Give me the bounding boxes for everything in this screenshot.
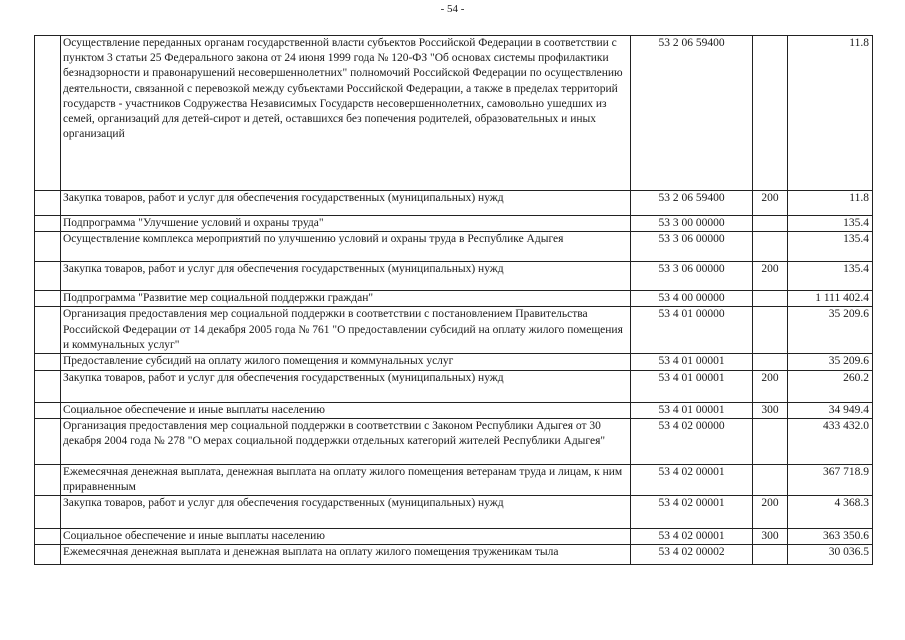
- row-number-cell: [35, 232, 61, 262]
- table-row: [35, 545, 873, 565]
- expense-type-cell: 200: [753, 370, 788, 402]
- budget-table: [34, 35, 873, 565]
- item-name-cell: Социальное обеспечение и иные выплаты населению: [61, 529, 631, 545]
- budget-code-cell: 53 3 06 00000: [631, 262, 753, 291]
- budget-code-cell: 53 4 02 00001: [631, 496, 753, 529]
- budget-code-cell: 53 2 06 59400: [631, 36, 753, 191]
- table-row: [35, 36, 873, 191]
- page-number: - 54 -: [440, 3, 465, 15]
- budget-code-cell: 53 3 00 00000: [631, 216, 753, 232]
- expense-type-cell: [753, 307, 788, 354]
- budget-code-cell: 53 4 02 00001: [631, 529, 753, 545]
- amount-cell: 135.4: [788, 262, 873, 291]
- amount-cell: 34 949.4: [788, 402, 873, 418]
- table-row: [35, 354, 873, 370]
- table-row: [35, 370, 873, 402]
- item-name-cell: Закупка товаров, работ и услуг для обеспечения государственных (муниципальных) нужд: [61, 191, 631, 216]
- expense-type-cell: [753, 232, 788, 262]
- table-row: [35, 529, 873, 545]
- table-row: [35, 291, 873, 307]
- budget-code-cell: 53 4 01 00000: [631, 307, 753, 354]
- table-row: [35, 464, 873, 495]
- expense-type-cell: [753, 36, 788, 191]
- budget-code-cell: 53 2 06 59400: [631, 191, 753, 216]
- table-row: [35, 232, 873, 262]
- item-name-cell: Осуществление переданных органам государственной власти субъектов Российской Федерации в соответствии с пунктом 3 статьи 25 Федерального закона от 24 июня 1999 года № 120-ФЗ "Об основах системы профилактики безнадзорности и правонарушений несовершеннолетних" полномочий Российской Федерации по осуществлению деятельности, связанной с перевозкой между субъектами Российской Федерации, а также в пределах территорий государств - участников Содружества Независимых Государств несовершеннолетних, самовольно ушедших из семей, организаций для детей-сирот и детей, оставшихся без попечения родителей, образовательных и иных организаций: [61, 36, 631, 191]
- expense-type-cell: 200: [753, 191, 788, 216]
- amount-cell: 35 209.6: [788, 307, 873, 354]
- item-name-cell: Предоставление субсидий на оплату жилого помещения и коммунальных услуг: [61, 354, 631, 370]
- item-name-cell: Закупка товаров, работ и услуг для обеспечения государственных (муниципальных) нужд: [61, 370, 631, 402]
- row-number-cell: [35, 529, 61, 545]
- row-number-cell: [35, 191, 61, 216]
- expense-type-cell: 300: [753, 529, 788, 545]
- budget-code-cell: 53 3 06 00000: [631, 232, 753, 262]
- expense-type-cell: 200: [753, 262, 788, 291]
- amount-cell: 1 111 402.4: [788, 291, 873, 307]
- table-row: [35, 262, 873, 291]
- budget-code-cell: 53 4 02 00001: [631, 464, 753, 495]
- amount-cell: 30 036.5: [788, 545, 873, 565]
- item-name-cell: Организация предоставления мер социальной поддержки в соответствии с постановлением Правительства Российской Федерации от 14 декабря 2005 года № 761 "О предоставлении субсидий на оплату жилого помещения и коммунальных услуг": [61, 307, 631, 354]
- budget-code-cell: 53 4 01 00001: [631, 402, 753, 418]
- amount-cell: 11.8: [788, 36, 873, 191]
- item-name-cell: Подпрограмма "Улучшение условий и охраны труда": [61, 216, 631, 232]
- item-name-cell: Социальное обеспечение и иные выплаты населению: [61, 402, 631, 418]
- item-name-cell: Ежемесячная денежная выплата и денежная выплата на оплату жилого помещения труженикам тыла: [61, 545, 631, 565]
- amount-cell: 4 368.3: [788, 496, 873, 529]
- table-row: [35, 402, 873, 418]
- budget-code-cell: 53 4 02 00000: [631, 418, 753, 464]
- row-number-cell: [35, 354, 61, 370]
- table-body: [35, 36, 873, 565]
- row-number-cell: [35, 402, 61, 418]
- table-row: [35, 191, 873, 216]
- budget-code-cell: 53 4 02 00002: [631, 545, 753, 565]
- amount-cell: 135.4: [788, 216, 873, 232]
- table-row: [35, 307, 873, 354]
- item-name-cell: Закупка товаров, работ и услуг для обеспечения государственных (муниципальных) нужд: [61, 262, 631, 291]
- expense-type-cell: [753, 418, 788, 464]
- row-number-cell: [35, 496, 61, 529]
- item-name-cell: Осуществление комплекса мероприятий по улучшению условий и охраны труда в Республике Адыгея: [61, 232, 631, 262]
- row-number-cell: [35, 464, 61, 495]
- row-number-cell: [35, 418, 61, 464]
- item-name-cell: Подпрограмма "Развитие мер социальной поддержки граждан": [61, 291, 631, 307]
- expense-type-cell: [753, 464, 788, 495]
- table-row: [35, 418, 873, 464]
- item-name-cell: Закупка товаров, работ и услуг для обеспечения государственных (муниципальных) нужд: [61, 496, 631, 529]
- amount-cell: 433 432.0: [788, 418, 873, 464]
- expense-type-cell: [753, 354, 788, 370]
- expense-type-cell: [753, 545, 788, 565]
- expense-type-cell: 300: [753, 402, 788, 418]
- amount-cell: 11.8: [788, 191, 873, 216]
- expense-type-cell: [753, 291, 788, 307]
- item-name-cell: Ежемесячная денежная выплата, денежная выплата на оплату жилого помещения ветеранам труда и лицам, к ним приравненным: [61, 464, 631, 495]
- amount-cell: 367 718.9: [788, 464, 873, 495]
- row-number-cell: [35, 370, 61, 402]
- budget-code-cell: 53 4 00 00000: [631, 291, 753, 307]
- amount-cell: 260.2: [788, 370, 873, 402]
- table-row: [35, 496, 873, 529]
- row-number-cell: [35, 307, 61, 354]
- item-name-cell: Организация предоставления мер социальной поддержки в соответствии с Законом Республики Адыгея от 30 декабря 2004 года № 278 "О мерах социальной поддержки отдельных категорий жителей Республики Адыгея": [61, 418, 631, 464]
- amount-cell: 363 350.6: [788, 529, 873, 545]
- row-number-cell: [35, 291, 61, 307]
- row-number-cell: [35, 216, 61, 232]
- expense-type-cell: [753, 216, 788, 232]
- amount-cell: 135.4: [788, 232, 873, 262]
- row-number-cell: [35, 545, 61, 565]
- budget-code-cell: 53 4 01 00001: [631, 354, 753, 370]
- row-number-cell: [35, 36, 61, 191]
- table-row: [35, 216, 873, 232]
- expense-type-cell: 200: [753, 496, 788, 529]
- budget-code-cell: 53 4 01 00001: [631, 370, 753, 402]
- amount-cell: 35 209.6: [788, 354, 873, 370]
- row-number-cell: [35, 262, 61, 291]
